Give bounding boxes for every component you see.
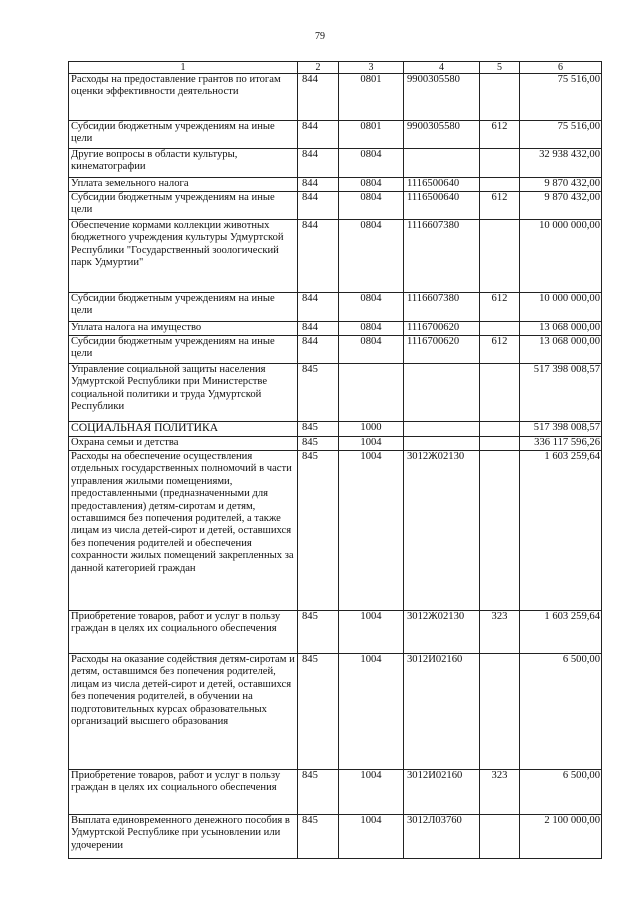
table-row <box>69 220 602 293</box>
row-section-code: 0804 <box>339 178 404 192</box>
table-row <box>69 322 602 336</box>
row-expense-type: 323 <box>480 770 520 815</box>
table-row <box>69 815 602 859</box>
table-row <box>69 74 602 121</box>
row-amount: 2 100 000,00 <box>520 815 602 859</box>
row-name: Субсидии бюджетным учреждениям на иные цели <box>69 121 298 149</box>
row-ministry-code: 845 <box>298 815 339 859</box>
row-name: Субсидии бюджетным учреждениям на иные цели <box>69 336 298 364</box>
row-section-code: 1004 <box>339 437 404 451</box>
table-header-row <box>69 62 602 74</box>
row-ministry-code: 844 <box>298 322 339 336</box>
row-section-code: 0804 <box>339 322 404 336</box>
row-amount: 517 398 008,57 <box>520 422 602 437</box>
row-amount: 1 603 259,64 <box>520 451 602 611</box>
row-target-code: 9900305580 <box>404 74 480 121</box>
row-ministry-code: 845 <box>298 654 339 770</box>
row-ministry-code: 845 <box>298 437 339 451</box>
row-amount: 75 516,00 <box>520 121 602 149</box>
row-amount: 13 068 000,00 <box>520 322 602 336</box>
row-name: Выплата единовременного денежного пособия в Удмуртской Республике при усыновлении или удочерении <box>69 815 298 859</box>
row-ministry-code: 844 <box>298 178 339 192</box>
row-target-code: 3012Ж02130 <box>404 451 480 611</box>
row-target-code: 1116607380 <box>404 220 480 293</box>
row-amount: 9 870 432,00 <box>520 192 602 220</box>
table-row <box>69 611 602 654</box>
row-amount: 75 516,00 <box>520 74 602 121</box>
row-expense-type: 612 <box>480 192 520 220</box>
row-expense-type <box>480 437 520 451</box>
table-row <box>69 770 602 815</box>
row-expense-type: 612 <box>480 336 520 364</box>
row-name: Приобретение товаров, работ и услуг в пользу граждан в целях их социального обеспечения <box>69 611 298 654</box>
row-expense-type <box>480 364 520 422</box>
row-target-code: 3012Ж02130 <box>404 611 480 654</box>
row-section-code: 1004 <box>339 770 404 815</box>
column-header: 3 <box>339 62 404 74</box>
row-target-code: 1116500640 <box>404 178 480 192</box>
row-amount: 10 000 000,00 <box>520 220 602 293</box>
row-amount: 13 068 000,00 <box>520 336 602 364</box>
row-expense-type <box>480 178 520 192</box>
row-expense-type <box>480 815 520 859</box>
row-amount: 10 000 000,00 <box>520 293 602 322</box>
row-section-code: 1004 <box>339 654 404 770</box>
column-header: 4 <box>404 62 480 74</box>
row-target-code: 3012И02160 <box>404 654 480 770</box>
row-name: Уплата налога на имущество <box>69 322 298 336</box>
row-name: Расходы на предоставление грантов по итогам оценки эффективности деятельности <box>69 74 298 121</box>
table-row <box>69 178 602 192</box>
row-section-code: 1004 <box>339 815 404 859</box>
column-header: 1 <box>69 62 298 74</box>
row-section-code: 1004 <box>339 451 404 611</box>
row-section-code: 0804 <box>339 192 404 220</box>
row-ministry-code: 844 <box>298 220 339 293</box>
row-amount: 336 117 596,26 <box>520 437 602 451</box>
row-name: Уплата земельного налога <box>69 178 298 192</box>
row-section-code: 0804 <box>339 220 404 293</box>
row-section-code: 0801 <box>339 74 404 121</box>
table-row <box>69 192 602 220</box>
row-name: Управление социальной защиты населения Удмуртской Республики при Министерстве социальной политики и труда Удмуртской Республики <box>69 364 298 422</box>
row-target-code: 9900305580 <box>404 121 480 149</box>
row-amount: 6 500,00 <box>520 654 602 770</box>
row-ministry-code: 844 <box>298 121 339 149</box>
table-row <box>69 422 602 437</box>
column-header: 2 <box>298 62 339 74</box>
row-name: Другие вопросы в области культуры, кинематографии <box>69 149 298 178</box>
row-expense-type <box>480 74 520 121</box>
table-row <box>69 654 602 770</box>
row-name: Субсидии бюджетным учреждениям на иные цели <box>69 293 298 322</box>
row-ministry-code: 844 <box>298 336 339 364</box>
row-target-code: 1116700620 <box>404 336 480 364</box>
row-expense-type <box>480 149 520 178</box>
row-ministry-code: 844 <box>298 293 339 322</box>
table-row <box>69 121 602 149</box>
row-amount: 32 938 432,00 <box>520 149 602 178</box>
row-target-code: 1116500640 <box>404 192 480 220</box>
row-ministry-code: 844 <box>298 192 339 220</box>
row-target-code <box>404 149 480 178</box>
row-section-code: 0804 <box>339 149 404 178</box>
row-target-code: 1116700620 <box>404 322 480 336</box>
row-target-code: 3012И02160 <box>404 770 480 815</box>
row-expense-type: 323 <box>480 611 520 654</box>
table-row <box>69 149 602 178</box>
row-name: Приобретение товаров, работ и услуг в пользу граждан в целях их социального обеспечения <box>69 770 298 815</box>
table-row <box>69 336 602 364</box>
row-expense-type <box>480 654 520 770</box>
row-target-code <box>404 422 480 437</box>
row-ministry-code: 845 <box>298 451 339 611</box>
budget-table <box>68 61 602 859</box>
row-amount: 6 500,00 <box>520 770 602 815</box>
row-expense-type <box>480 220 520 293</box>
row-ministry-code: 845 <box>298 422 339 437</box>
row-name: Субсидии бюджетным учреждениям на иные цели <box>69 192 298 220</box>
table-row <box>69 293 602 322</box>
row-amount: 1 603 259,64 <box>520 611 602 654</box>
row-ministry-code: 845 <box>298 364 339 422</box>
row-expense-type <box>480 451 520 611</box>
row-section-code: 0804 <box>339 293 404 322</box>
row-expense-type: 612 <box>480 121 520 149</box>
row-target-code: 1116607380 <box>404 293 480 322</box>
row-name: Охрана семьи и детства <box>69 437 298 451</box>
row-name: Обеспечение кормами коллекции животных бюджетного учреждения культуры Удмуртской Республики "Государственный зоологический парк Удмуртии" <box>69 220 298 293</box>
row-name: Расходы на оказание содействия детям-сиротам и детям, оставшимся без попечения родителей, лицам из числа детей-сирот и детей, оставшихся без попечения родителей, в обучении на подготовительных курсах образовательных организаций высшего образования <box>69 654 298 770</box>
row-ministry-code: 844 <box>298 74 339 121</box>
row-target-code <box>404 437 480 451</box>
row-name: Расходы на обеспечение осуществления отдельных государственных полномочий в части управления жилыми помещениями, предоставленными (предназначенными для предоставления) детям-сиротам и детям, оставшимся без попечения родителей, а также лицам из числа детей-сирот и детей, оставшихся без попечения родителей и обеспечения сохранности жилых помещений закрепленных за данной категорией граждан <box>69 451 298 611</box>
column-header: 6 <box>520 62 602 74</box>
row-amount: 9 870 432,00 <box>520 178 602 192</box>
row-section-code: 1000 <box>339 422 404 437</box>
row-expense-type: 612 <box>480 293 520 322</box>
table-row <box>69 451 602 611</box>
page-number: 79 <box>315 31 325 42</box>
row-target-code: 3012Л03760 <box>404 815 480 859</box>
row-section-code <box>339 364 404 422</box>
row-expense-type <box>480 422 520 437</box>
row-ministry-code: 845 <box>298 611 339 654</box>
table-row <box>69 437 602 451</box>
row-ministry-code: 844 <box>298 149 339 178</box>
row-name: СОЦИАЛЬНАЯ ПОЛИТИКА <box>69 422 298 437</box>
table-row <box>69 364 602 422</box>
row-section-code: 0801 <box>339 121 404 149</box>
row-ministry-code: 845 <box>298 770 339 815</box>
row-target-code <box>404 364 480 422</box>
row-amount: 517 398 008,57 <box>520 364 602 422</box>
row-section-code: 1004 <box>339 611 404 654</box>
row-section-code: 0804 <box>339 336 404 364</box>
column-header: 5 <box>480 62 520 74</box>
row-expense-type <box>480 322 520 336</box>
